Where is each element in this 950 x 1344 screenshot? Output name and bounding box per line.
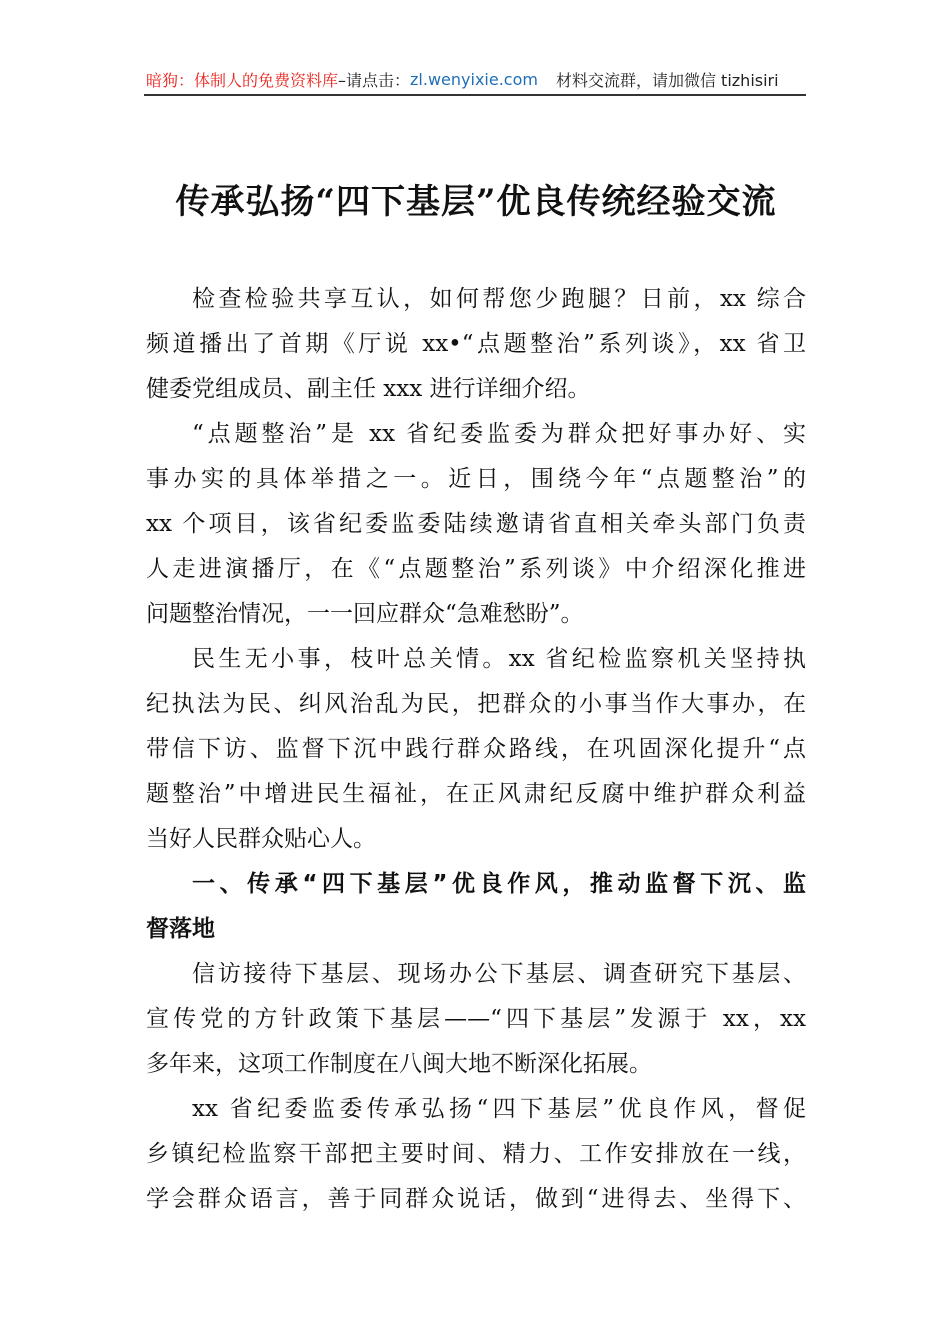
paragraph [146,955,806,1090]
paragraph [146,280,806,415]
promo-text: 暗狗：体制人的免费资料库 [146,70,339,90]
text-line: 当好人民群众贴心人。 [146,826,376,852]
contact-text: 材料交流群，请加微信 tizhisiri [555,70,779,90]
click-prefix: –请点击： [338,70,411,90]
paragraph [146,640,806,865]
text-line: 人走进演播厅，在《“点题整治”系列谈》中介绍深化推进 [146,556,806,582]
header-divider [144,94,806,96]
text-line: 宣传党的方针政策下基层——“四下基层”发源于 xx，xx [146,1006,806,1032]
text-line: 健委党组成员、副主任 xxx 进行详细介绍。 [146,376,591,402]
promo-link[interactable]: zl.wenyixie.com [410,69,538,89]
text-line: 乡镇纪检监察干部把主要时间、精力、工作安排放在一线， [146,1141,806,1167]
text-line: 信访接待下基层、现场办公下基层、调查研究下基层、 [192,961,806,987]
text-line: 检查检验共享互认，如何帮您少跑腿？日前，xx 综合 [192,286,806,312]
section-heading [146,865,806,955]
text-line: 题整治”中增进民生福祉，在正风肃纪反腐中维护群众利益 [146,781,806,807]
heading-line: 督落地 [146,916,215,942]
text-line: xx 省纪委监委传承弘扬“四下基层”优良作风，督促 [192,1096,806,1122]
text-line: 事办实的具体举措之一。近日，围绕今年“点题整治”的 [146,466,806,492]
heading-line: 一、传承“四下基层”优良作风，推动监督下沉、监 [192,871,806,897]
text-line: 民生无小事，枝叶总关情。xx 省纪检监察机关坚持执 [192,646,806,672]
text-line: 学会群众语言，善于同群众说话，做到“进得去、坐得下、 [146,1186,806,1212]
paragraph [146,415,806,640]
paragraph [146,1090,806,1225]
text-line: “点题整治”是 xx 省纪委监委为群众把好事办好、实 [192,421,806,447]
document-body [146,280,806,1225]
text-line: 多年来，这项工作制度在八闽大地不断深化拓展。 [146,1051,652,1077]
watermark-header [146,66,806,92]
text-line: 纪执法为民、纠风治乱为民，把群众的小事当作大事办，在 [146,691,806,717]
document-title: 传承弘扬“四下基层”优良传统经验交流 [175,182,777,222]
text-line: 问题整治情况，一一回应群众“急难愁盼”。 [146,601,584,627]
text-line: xx 个项目，该省纪委监委陆续邀请省直相关牵头部门负责 [146,511,806,537]
text-line: 频道播出了首期《厅说 xx•“点题整治”系列谈》，xx 省卫 [146,331,806,357]
text-line: 带信下访、监督下沉中践行群众路线，在巩固深化提升“点 [146,736,806,762]
